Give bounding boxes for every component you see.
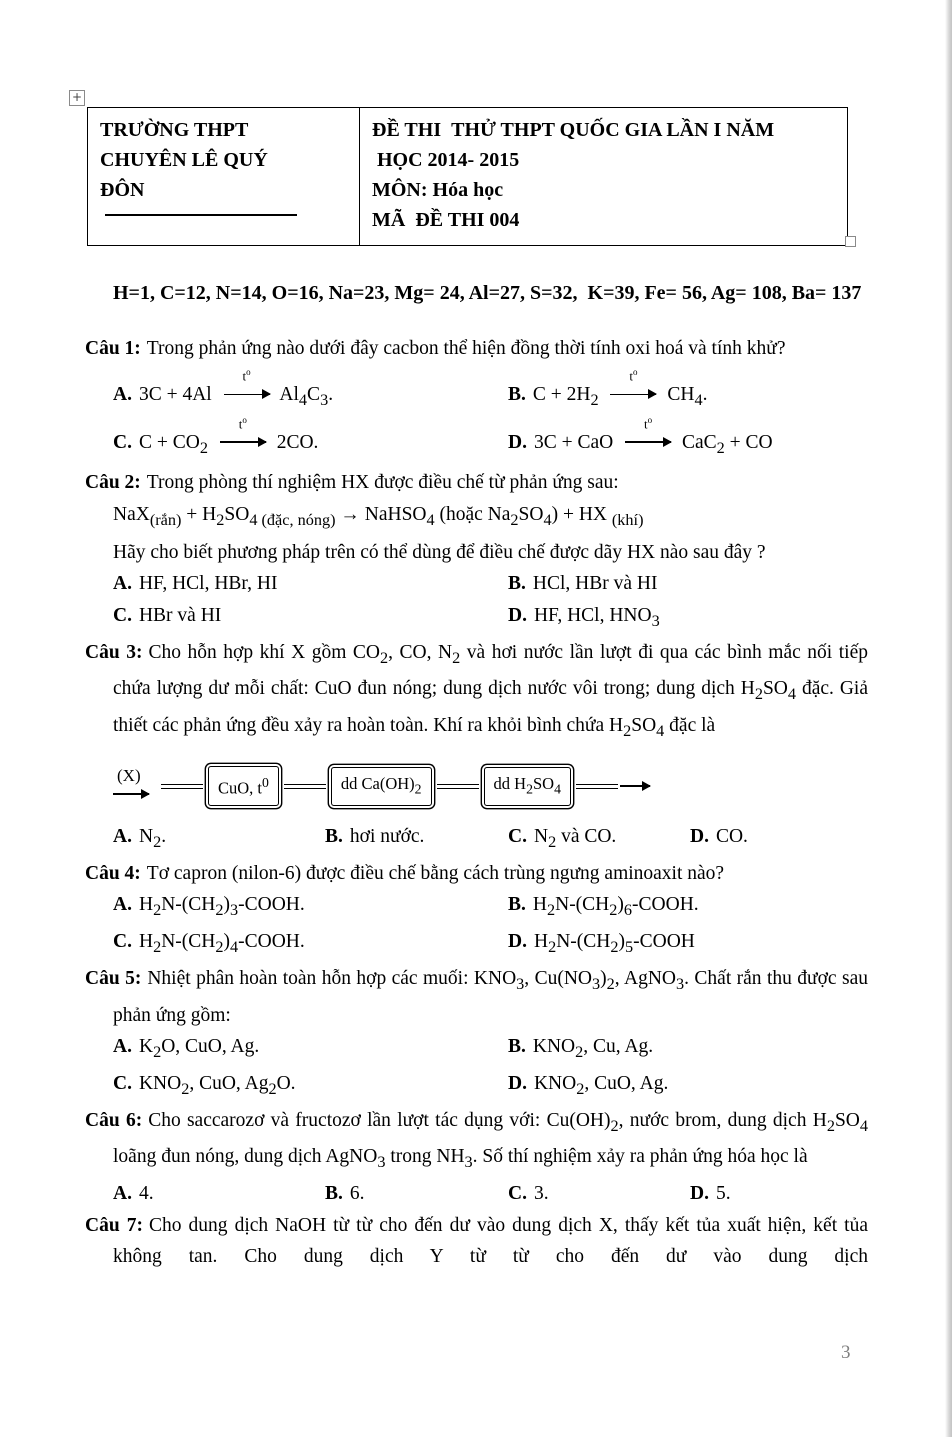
diagram-input-label: (X) <box>117 766 141 786</box>
option-text: hơi nước. <box>349 826 425 848</box>
option-key: B. <box>508 384 526 405</box>
question-4-option-b <box>508 889 868 926</box>
question-6-options <box>113 1178 868 1210</box>
option-key: D. <box>508 1072 527 1094</box>
question-3-text: Cho hỗn hợp khí X gồm $CO_2$, CO, $N_2$ và hơi nước lần lượt đi qua các bình mắc nối tiếp chứa lượng dư mỗi chất: CuO đun nóng; dung dịch nước vôi trong; dung dịch $H_2SO_4$ đặc. Giả thiết các phản ứng đều xảy ra hoàn toàn. Khí ra khỏi bình chứa $H_2SO_4$ đặc là <box>113 641 869 741</box>
option-text: $KNO_2$, Cu, Ag. <box>532 1035 654 1061</box>
question-1-option-a <box>113 368 508 416</box>
diagram-connector <box>284 784 326 789</box>
option-key: D. <box>508 431 527 453</box>
exam-code: MÃ ĐỀ THI 004 <box>372 209 520 231</box>
option-key: C. <box>113 1072 132 1094</box>
question-7-label: Câu 7: <box>85 1215 143 1237</box>
option-text: $C + 2H_2$ $t^o$ $CH_4$. <box>532 367 708 409</box>
option-text: HBr và HI <box>138 604 222 626</box>
option-key: C. <box>113 431 132 453</box>
option-key: B. <box>325 826 343 848</box>
diagram-connector <box>161 784 203 789</box>
option-key: B. <box>325 1183 343 1205</box>
table-resize-handle[interactable] <box>845 236 856 247</box>
question-7-text: Cho dung dịch NaOH từ từ cho đến dư vào dung dịch X, thấy kết tủa xuất hiện, kết tủa không tan. Cho dung dịch Y từ từ cho đến dư vào dung dịch <box>113 1215 868 1268</box>
diagram-connector <box>437 784 479 789</box>
option-text: $H_2N-(CH_2)_6$-COOH. <box>532 894 699 920</box>
question-1-option-b <box>508 368 868 416</box>
question-5-option-a <box>113 1031 508 1068</box>
option-text: $H_2N-(CH_2)_4$-COOH. <box>138 931 305 956</box>
school-name-line-1: TRƯỜNG THPT <box>100 119 249 141</box>
question-4 <box>85 858 868 963</box>
question-3-paragraph <box>85 637 868 748</box>
option-text: $KNO_2$, CuO, $Ag_2O$. <box>138 1072 296 1098</box>
question-2-text: Trong phòng thí nghiệm HX được điều chế từ phản ứng sau: <box>146 471 619 493</box>
option-key: D. <box>508 931 527 953</box>
option-key: C. <box>113 931 132 953</box>
page-number: 3 <box>841 1342 851 1363</box>
question-4-option-d <box>508 926 868 963</box>
exam-title-line-2: HỌC 2014- 2015 <box>372 149 520 171</box>
question-4-label: Câu 4: <box>85 863 141 885</box>
question-3-label: Câu 3: <box>85 641 143 663</box>
option-key: B. <box>508 894 526 916</box>
question-6-option-c <box>508 1178 690 1210</box>
option-key: A. <box>113 826 132 848</box>
option-key: D. <box>508 604 527 626</box>
question-2 <box>85 467 868 637</box>
option-key: D. <box>690 826 709 848</box>
option-key: A. <box>113 894 132 916</box>
question-1-option-c <box>113 416 508 464</box>
option-text: 4. <box>138 1183 154 1205</box>
option-text: 3. <box>533 1183 549 1205</box>
page-edge-shade <box>945 0 952 1437</box>
question-3-option-a <box>113 821 325 858</box>
question-2-label: Câu 2: <box>85 471 141 493</box>
question-5-option-c <box>113 1068 508 1105</box>
question-5-option-d <box>508 1068 868 1105</box>
question-4-option-a <box>113 889 508 926</box>
question-2-option-c <box>113 600 508 637</box>
option-key: B. <box>508 1035 526 1057</box>
question-5-option-b <box>508 1031 868 1068</box>
question-3-option-b <box>325 821 508 858</box>
question-2-option-b <box>508 568 868 600</box>
question-4-option-c <box>113 926 508 963</box>
diagram-connector <box>576 784 618 789</box>
option-key: A. <box>113 572 132 594</box>
school-underline <box>105 214 297 216</box>
question-5-paragraph <box>85 963 868 1031</box>
option-key: C. <box>113 604 132 626</box>
question-5 <box>85 963 868 1105</box>
option-text: $H_2N-(CH_2)_3$-COOH. <box>138 894 305 920</box>
question-2-text-2: Hãy cho biết phương pháp trên có thể dùng để điều chế được dãy HX nào sau đây ? <box>113 541 766 563</box>
diagram-input-arrow-icon <box>113 793 149 795</box>
question-3-process-diagram <box>113 757 868 815</box>
question-3-option-c <box>508 821 690 858</box>
question-2-paragraph <box>85 467 868 498</box>
question-1-text: Trong phản ứng nào dưới đây cacbon thể hiện đồng thời tính oxi hoá và tính khử? <box>146 338 786 359</box>
diagram-output-arrow-icon <box>620 785 650 787</box>
question-5-label: Câu 5: <box>85 967 142 989</box>
option-key: A. <box>113 384 132 405</box>
question-1-label: Câu 1: <box>85 338 141 359</box>
option-text: $H_2N-(CH_2)_5$-COOH <box>533 931 695 956</box>
option-key: D. <box>690 1183 709 1205</box>
option-text: $K_2O$, CuO, Ag. <box>138 1035 260 1061</box>
atomic-masses-line: H=1, C=12, N=14, O=16, Na=23, Mg= 24, Al=27, S=32, K=39, Fe= 56, Ag= 108, Ba= 137 <box>113 282 862 304</box>
diagram-box-caoh2: dd $Ca(OH)_2$ <box>331 767 432 806</box>
question-6-option-a <box>113 1178 325 1210</box>
exam-header-table <box>87 107 848 246</box>
question-3 <box>85 637 868 859</box>
question-5-options <box>113 1031 868 1105</box>
question-4-options <box>113 889 868 963</box>
question-1-paragraph <box>85 333 868 364</box>
option-text: $N_2$. <box>138 826 167 852</box>
question-1-options <box>113 368 868 464</box>
question-6-text: Cho saccarozơ và fructozơ lần lượt tác dụng với: $Cu(OH)_2$, nước brom, dung dịch $H_2SO_4$ loãng đun nóng, dung dịch AgNO$_3$ trong $NH_3$. Số thí nghiệm xảy ra phản ứng hóa học là <box>113 1109 868 1172</box>
question-4-paragraph <box>85 858 868 889</box>
option-key: B. <box>508 572 526 594</box>
option-text: HF, HCl, $HNO_3$ <box>533 604 660 630</box>
question-2-equation: $NaX_{(rắn)} + H_2SO_{4 (đặc, nóng)}$ → NaHSO$_4$ (hoặc $Na_2SO_4$) + HX $_{(khí)}$ <box>113 503 644 529</box>
option-text: HF, HCl, HBr, HI <box>138 572 278 594</box>
exam-info-cell <box>360 108 848 246</box>
question-5-text: Nhiệt phân hoàn toàn hỗn hợp các muối: $KNO_3$, $Cu(NO_3)_2$, AgNO$_3$. Chất rắn thu được sau phản ứng gồm: <box>113 967 868 1026</box>
option-text: 5. <box>715 1183 731 1205</box>
question-6-label: Câu 6: <box>85 1109 143 1131</box>
diagram-input <box>113 767 149 795</box>
option-text: 3C + 4Al $t^o$ $Al_4C_3$. <box>138 367 334 409</box>
exam-title-line-1: ĐỀ THI THỬ THPT QUỐC GIA LẦN I NĂM <box>372 119 775 141</box>
option-key: A. <box>113 1183 132 1205</box>
option-text: $N_2$ và CO. <box>533 826 617 852</box>
question-6-option-d <box>690 1178 868 1210</box>
question-3-option-d <box>690 821 868 858</box>
option-key: C. <box>508 826 527 848</box>
question-3-options <box>113 821 868 858</box>
school-cell <box>88 108 360 246</box>
table-move-handle-icon[interactable]: + <box>69 90 85 106</box>
option-text: 3C + CaO $t^o$ CaC$_2$ + CO <box>533 414 773 457</box>
option-text: 6. <box>349 1183 365 1205</box>
question-1-option-d <box>508 416 868 464</box>
option-text: $KNO_2$, CuO, Ag. <box>533 1072 669 1098</box>
diagram-box-h2so4: dd $H_2SO_4$ <box>484 767 571 806</box>
questions-area <box>85 333 868 1272</box>
question-7 <box>85 1210 868 1272</box>
school-name-line-3: ĐÔN <box>100 179 145 201</box>
question-6-option-b <box>325 1178 508 1210</box>
option-key: A. <box>113 1035 132 1057</box>
option-text: HCl, HBr và HI <box>532 572 658 594</box>
diagram-box-cuo: CuO, $t^0$ <box>208 766 279 806</box>
question-2-option-a <box>113 568 508 600</box>
question-6 <box>85 1105 868 1211</box>
option-text: CO. <box>715 826 748 848</box>
question-2-option-d <box>508 600 868 637</box>
question-6-paragraph <box>85 1105 868 1179</box>
question-7-paragraph <box>85 1210 868 1272</box>
question-4-text: Tơ capron (nilon-6) được điều chế bằng cách trùng ngưng aminoaxit nào? <box>146 863 725 885</box>
question-1 <box>85 333 868 464</box>
exam-subject: MÔN: Hóa học <box>372 179 504 201</box>
option-key: C. <box>508 1183 527 1205</box>
option-text: $C + CO_2$ $t^o$ 2CO. <box>138 414 319 457</box>
question-2-options <box>113 568 868 637</box>
school-name-line-2: CHUYÊN LÊ QUÝ <box>100 149 268 171</box>
